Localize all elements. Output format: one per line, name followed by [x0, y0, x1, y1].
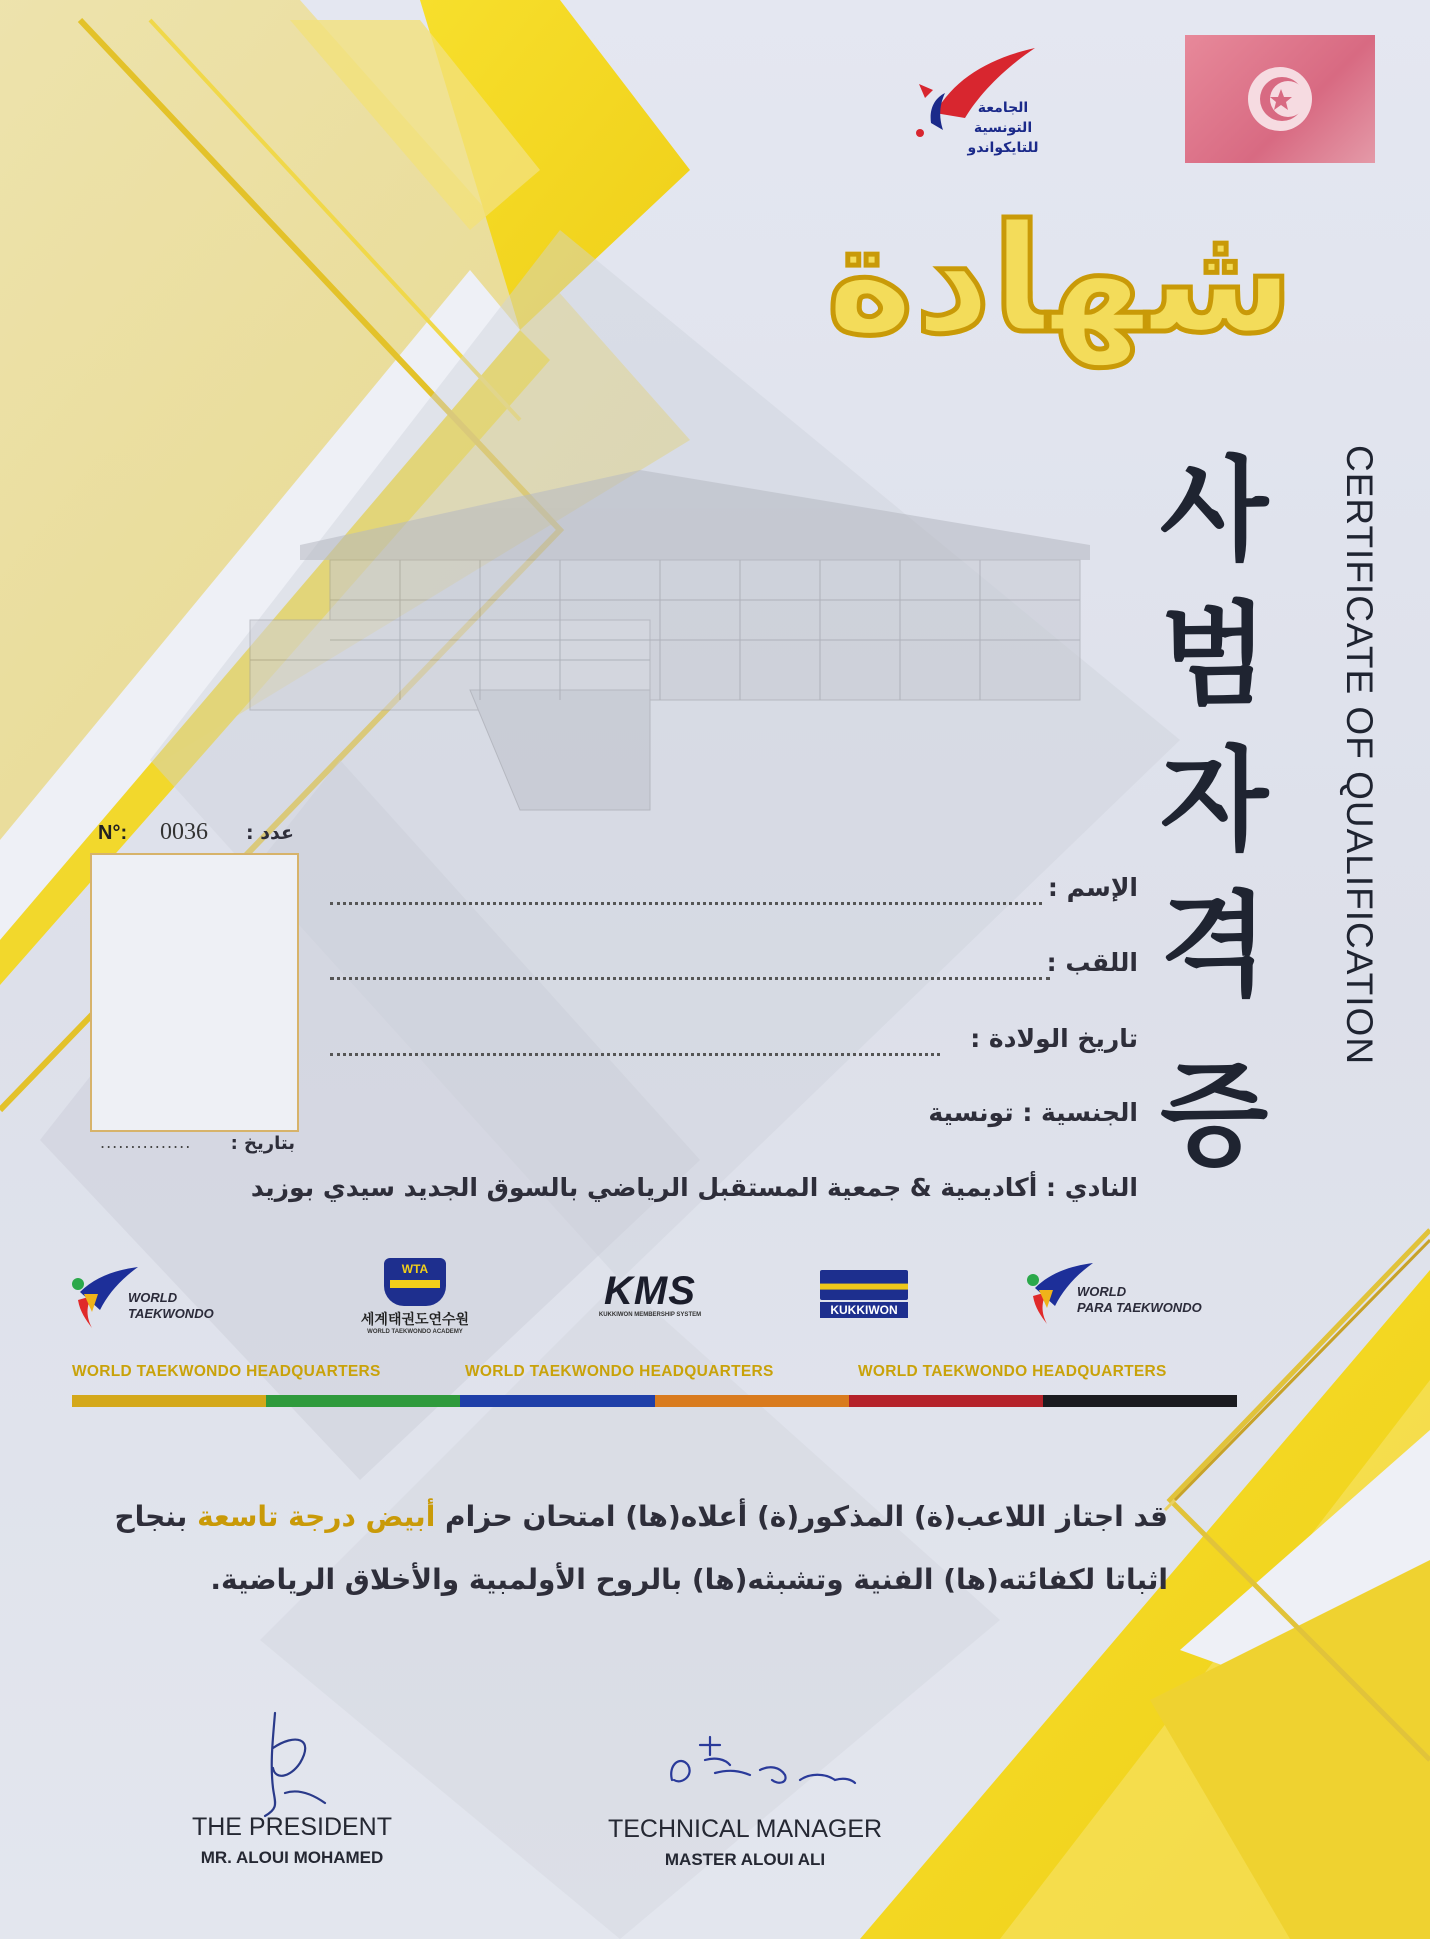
club-value: أكاديمية & جمعية المستقبل الرياضي بالسوق الجديد سيدي بوزيد — [250, 1173, 1038, 1202]
color-bar-segment — [266, 1395, 460, 1407]
wta-shield-icon — [384, 1258, 446, 1306]
logo-kukkiwon — [820, 1270, 908, 1325]
federation-name-line1: الجامعة — [977, 100, 1029, 116]
korean-title-char-2: 범 — [1160, 591, 1269, 721]
tunisia-flag — [1185, 35, 1375, 163]
logo-world-taekwondo — [70, 1262, 260, 1342]
birthdate-field[interactable] — [330, 1053, 940, 1056]
president-name: MR. ALOUI MOHAMED — [200, 1848, 384, 1867]
photo-date-dots[interactable]: ............... — [100, 1133, 192, 1152]
kukkiwon-emblem-icon — [820, 1270, 908, 1300]
wta-badge: WTA — [401, 1262, 429, 1276]
english-title: CERTIFICATE OF QUALIFICATION — [1339, 445, 1380, 1066]
manager-name: MASTER ALOUI ALI — [664, 1850, 826, 1869]
name-label: الإسم : — [1047, 873, 1138, 902]
flag-crescent-icon — [1185, 35, 1375, 163]
club-label: النادي : — [1046, 1173, 1138, 1202]
kms-text: KMS — [604, 1269, 696, 1313]
statement-line-1 — [114, 1500, 1168, 1533]
color-bar-segment — [655, 1395, 849, 1407]
korean-title-char-5: 증 — [1160, 1051, 1269, 1181]
color-bar-segment — [460, 1395, 654, 1407]
korean-title-char-3: 자 — [1160, 736, 1269, 866]
surname-field[interactable] — [330, 977, 1050, 980]
serial-number — [98, 819, 298, 852]
club-row — [251, 1173, 1138, 1202]
headquarters-text-3: WORLD TAEKWONDO HEADQUARTERS — [858, 1363, 1167, 1380]
federation-logo — [895, 38, 1055, 178]
headquarters-text-1: WORLD TAEKWONDO HEADQUARTERS — [72, 1363, 381, 1380]
photo-date-label: بتاريخ : — [230, 1133, 295, 1154]
wta-english: WORLD TAEKWONDO ACADEMY — [367, 1329, 463, 1335]
surname-label: اللقب : — [1046, 948, 1138, 977]
president-signature — [245, 1708, 335, 1823]
logo-wta — [340, 1258, 490, 1338]
world-taekwondo-line2: TAEKWONDO — [128, 1306, 214, 1321]
photo-date — [100, 1133, 295, 1158]
para-taekwondo-line2: PARA TAEKWONDO — [1077, 1300, 1202, 1315]
manager-title: TECHNICAL MANAGER — [607, 1815, 883, 1843]
federation-name-line3: للتايكواندو — [967, 140, 1039, 156]
wta-korean: 세계태권도연수원 — [360, 1312, 470, 1328]
serial-value: 0036 — [160, 819, 208, 845]
logo-kms — [585, 1270, 715, 1330]
manager-signature — [660, 1725, 860, 1815]
color-bar-segment — [849, 1395, 1043, 1407]
world-taekwondo-line1: WORLD — [128, 1290, 178, 1305]
arabic-title: شهادة — [740, 180, 1380, 380]
nationality-label: الجنسية : — [1022, 1098, 1138, 1127]
color-bar-segment — [72, 1395, 266, 1407]
korean-title-char-4: 격 — [1160, 881, 1269, 1011]
headquarters-text-2: WORLD TAEKWONDO HEADQUARTERS — [465, 1363, 774, 1380]
color-bar-segment — [1043, 1395, 1237, 1407]
kukkiwon-text: KUKKIWON — [820, 1302, 908, 1318]
color-bar — [72, 1395, 1237, 1407]
statement-line1-part1: قد اجتاز اللاعب(ة) المذكور(ة) أعلاه(ها) امتحان حزام — [445, 1500, 1168, 1533]
nationality-value: تونسية — [928, 1098, 1014, 1127]
nationality-row — [928, 1098, 1138, 1127]
statement-line1-part2: بنجاح — [114, 1500, 188, 1533]
statement-line-2: اثباتا لكفائته(ها) الفنية وتشبثه(ها) بالروح الأولمبية والأخلاق الرياضية. — [210, 1563, 1168, 1596]
serial-arabic-label: عدد : — [246, 822, 294, 844]
president-title: THE PRESIDENT — [191, 1813, 393, 1841]
photo-placeholder[interactable] — [90, 853, 299, 1132]
para-taekwondo-line1: WORLD — [1077, 1284, 1127, 1299]
statement-belt-grade: أبيض درجة تاسعة — [197, 1500, 436, 1533]
serial-prefix: N°: — [98, 822, 128, 844]
birthdate-label: تاريخ الولادة : — [970, 1024, 1138, 1053]
logo-world-para-taekwondo — [1025, 1258, 1245, 1338]
korean-title-char-1: 사 — [1160, 446, 1269, 576]
kms-subtext: KUKKIWON MEMBERSHIP SYSTEM — [598, 1312, 702, 1318]
name-field[interactable] — [330, 902, 1042, 905]
federation-name-line2: التونسية — [973, 120, 1033, 136]
